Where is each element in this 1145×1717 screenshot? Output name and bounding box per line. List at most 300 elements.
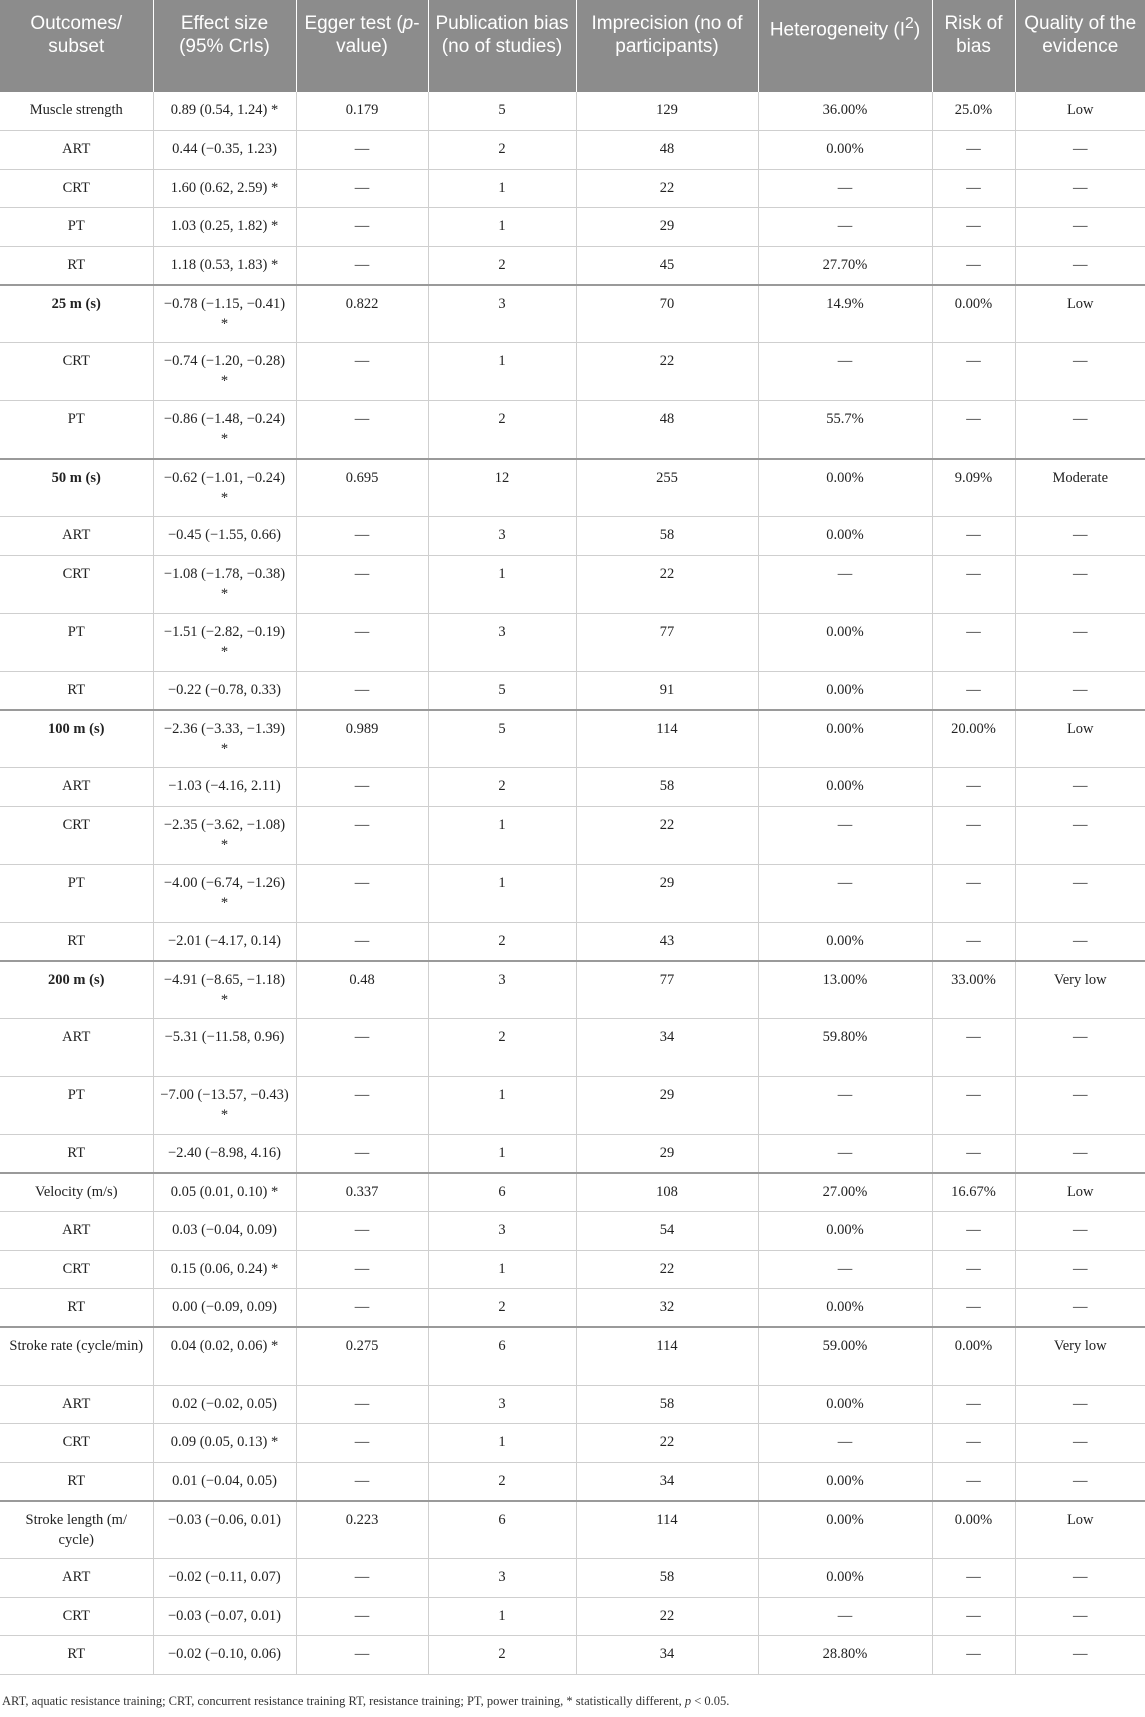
imprecision-cell: 22 bbox=[576, 343, 758, 401]
outcome-cell: RT bbox=[0, 246, 153, 285]
outcome-cell: RT bbox=[0, 1135, 153, 1174]
heterogeneity-cell: — bbox=[758, 1424, 932, 1463]
table-row bbox=[0, 1212, 1145, 1251]
egger-cell: — bbox=[296, 1559, 428, 1598]
table-row bbox=[0, 1173, 1145, 1212]
heterogeneity-cell: 0.00% bbox=[758, 671, 932, 710]
imprecision-cell: 22 bbox=[576, 555, 758, 613]
heterogeneity-cell: 28.80% bbox=[758, 1636, 932, 1675]
risk-of-bias-cell: — bbox=[932, 401, 1015, 459]
publication-bias-cell: 1 bbox=[428, 806, 576, 864]
heterogeneity-cell: 0.00% bbox=[758, 1501, 932, 1559]
publication-bias-cell: 12 bbox=[428, 459, 576, 517]
publication-bias-cell: 3 bbox=[428, 517, 576, 556]
quality-cell: — bbox=[1015, 1559, 1145, 1598]
egger-cell: — bbox=[296, 922, 428, 961]
effect-size-cell: −0.03 (−0.06, 0.01) bbox=[153, 1501, 296, 1559]
quality-cell: — bbox=[1015, 1250, 1145, 1289]
imprecision-cell: 34 bbox=[576, 1019, 758, 1077]
imprecision-cell: 22 bbox=[576, 1597, 758, 1636]
publication-bias-cell: 2 bbox=[428, 401, 576, 459]
heterogeneity-cell: 0.00% bbox=[758, 613, 932, 671]
heterogeneity-cell: 0.00% bbox=[758, 1462, 932, 1501]
quality-cell: — bbox=[1015, 1212, 1145, 1251]
table-row bbox=[0, 246, 1145, 285]
heterogeneity-cell: 0.00% bbox=[758, 922, 932, 961]
table-row bbox=[0, 1135, 1145, 1174]
egger-cell: — bbox=[296, 1462, 428, 1501]
outcome-cell: Muscle strength bbox=[0, 92, 153, 131]
header-publication-bias: Publication bias (no of studies) bbox=[428, 0, 576, 92]
quality-cell: — bbox=[1015, 517, 1145, 556]
outcome-cell: PT bbox=[0, 864, 153, 922]
risk-of-bias-cell: — bbox=[932, 922, 1015, 961]
egger-cell: 0.48 bbox=[296, 961, 428, 1019]
outcome-cell: ART bbox=[0, 1212, 153, 1251]
imprecision-cell: 58 bbox=[576, 1559, 758, 1598]
heterogeneity-cell: 0.00% bbox=[758, 768, 932, 807]
heterogeneity-cell: — bbox=[758, 343, 932, 401]
imprecision-cell: 129 bbox=[576, 92, 758, 131]
heterogeneity-cell: — bbox=[758, 208, 932, 247]
effect-size-cell: −0.45 (−1.55, 0.66) bbox=[153, 517, 296, 556]
effect-size-cell: 1.18 (0.53, 1.83) * bbox=[153, 246, 296, 285]
effect-size-cell: −1.08 (−1.78, −0.38) * bbox=[153, 555, 296, 613]
quality-cell: — bbox=[1015, 1135, 1145, 1174]
egger-cell: 0.223 bbox=[296, 1501, 428, 1559]
heterogeneity-cell: 27.00% bbox=[758, 1173, 932, 1212]
table-row bbox=[0, 208, 1145, 247]
publication-bias-cell: 2 bbox=[428, 1462, 576, 1501]
imprecision-cell: 58 bbox=[576, 1385, 758, 1424]
risk-of-bias-cell: — bbox=[932, 246, 1015, 285]
imprecision-cell: 43 bbox=[576, 922, 758, 961]
egger-cell: — bbox=[296, 1385, 428, 1424]
effect-size-cell: −0.02 (−0.11, 0.07) bbox=[153, 1559, 296, 1598]
imprecision-cell: 91 bbox=[576, 671, 758, 710]
publication-bias-cell: 1 bbox=[428, 864, 576, 922]
egger-cell: — bbox=[296, 246, 428, 285]
quality-cell: — bbox=[1015, 1019, 1145, 1077]
outcome-cell: CRT bbox=[0, 1597, 153, 1636]
table-row bbox=[0, 131, 1145, 170]
effect-size-cell: 0.44 (−0.35, 1.23) bbox=[153, 131, 296, 170]
table-row bbox=[0, 1250, 1145, 1289]
egger-cell: — bbox=[296, 1424, 428, 1463]
risk-of-bias-cell: — bbox=[932, 1462, 1015, 1501]
egger-cell: 0.989 bbox=[296, 710, 428, 768]
effect-size-cell: −2.35 (−3.62, −1.08) * bbox=[153, 806, 296, 864]
outcome-cell: CRT bbox=[0, 169, 153, 208]
egger-cell: — bbox=[296, 1597, 428, 1636]
effect-size-cell: −2.40 (−8.98, 4.16) bbox=[153, 1135, 296, 1174]
imprecision-cell: 58 bbox=[576, 768, 758, 807]
quality-cell: Very low bbox=[1015, 1327, 1145, 1385]
risk-of-bias-cell: — bbox=[932, 1135, 1015, 1174]
publication-bias-cell: 2 bbox=[428, 1289, 576, 1328]
risk-of-bias-cell: — bbox=[932, 1077, 1015, 1135]
imprecision-cell: 29 bbox=[576, 864, 758, 922]
risk-of-bias-cell: — bbox=[932, 1559, 1015, 1598]
publication-bias-cell: 6 bbox=[428, 1327, 576, 1385]
risk-of-bias-cell: 9.09% bbox=[932, 459, 1015, 517]
publication-bias-cell: 2 bbox=[428, 246, 576, 285]
effect-size-cell: −2.36 (−3.33, −1.39) * bbox=[153, 710, 296, 768]
heterogeneity-cell: — bbox=[758, 1077, 932, 1135]
outcome-cell: 200 m (s) bbox=[0, 961, 153, 1019]
effect-size-cell: 0.00 (−0.09, 0.09) bbox=[153, 1289, 296, 1328]
quality-cell: — bbox=[1015, 1636, 1145, 1675]
heterogeneity-cell: 0.00% bbox=[758, 517, 932, 556]
imprecision-cell: 45 bbox=[576, 246, 758, 285]
risk-of-bias-cell: — bbox=[932, 131, 1015, 170]
publication-bias-cell: 5 bbox=[428, 92, 576, 131]
egger-cell: 0.179 bbox=[296, 92, 428, 131]
publication-bias-cell: 2 bbox=[428, 1636, 576, 1675]
outcome-cell: CRT bbox=[0, 343, 153, 401]
quality-cell: — bbox=[1015, 1424, 1145, 1463]
heterogeneity-cell: 0.00% bbox=[758, 710, 932, 768]
risk-of-bias-cell: — bbox=[932, 343, 1015, 401]
egger-cell: — bbox=[296, 343, 428, 401]
egger-cell: — bbox=[296, 1636, 428, 1675]
egger-cell: — bbox=[296, 131, 428, 170]
table-row bbox=[0, 922, 1145, 961]
effect-size-cell: −0.22 (−0.78, 0.33) bbox=[153, 671, 296, 710]
quality-cell: — bbox=[1015, 401, 1145, 459]
risk-of-bias-cell: — bbox=[932, 517, 1015, 556]
publication-bias-cell: 1 bbox=[428, 208, 576, 247]
egger-cell: — bbox=[296, 806, 428, 864]
header-risk-of-bias: Risk of bias bbox=[932, 0, 1015, 92]
imprecision-cell: 22 bbox=[576, 806, 758, 864]
imprecision-cell: 114 bbox=[576, 1327, 758, 1385]
quality-cell: — bbox=[1015, 1385, 1145, 1424]
outcome-cell: ART bbox=[0, 517, 153, 556]
effect-size-cell: −5.31 (−11.58, 0.96) bbox=[153, 1019, 296, 1077]
effect-size-cell: 0.89 (0.54, 1.24) * bbox=[153, 92, 296, 131]
risk-of-bias-cell: — bbox=[932, 1385, 1015, 1424]
table-row bbox=[0, 961, 1145, 1019]
effect-size-cell: 1.60 (0.62, 2.59) * bbox=[153, 169, 296, 208]
egger-cell: — bbox=[296, 169, 428, 208]
imprecision-cell: 22 bbox=[576, 1424, 758, 1463]
risk-of-bias-cell: 33.00% bbox=[932, 961, 1015, 1019]
outcome-cell: Velocity (m/s) bbox=[0, 1173, 153, 1212]
quality-cell: — bbox=[1015, 806, 1145, 864]
outcome-cell: RT bbox=[0, 671, 153, 710]
risk-of-bias-cell: 16.67% bbox=[932, 1173, 1015, 1212]
effect-size-cell: −1.03 (−4.16, 2.11) bbox=[153, 768, 296, 807]
publication-bias-cell: 3 bbox=[428, 1212, 576, 1251]
table-body bbox=[0, 92, 1145, 1674]
header-heterogeneity: Heterogeneity $(I^2)$ bbox=[758, 0, 932, 92]
publication-bias-cell: 5 bbox=[428, 671, 576, 710]
risk-of-bias-cell: — bbox=[932, 208, 1015, 247]
quality-cell: — bbox=[1015, 555, 1145, 613]
heterogeneity-cell: 36.00% bbox=[758, 92, 932, 131]
publication-bias-cell: 3 bbox=[428, 961, 576, 1019]
outcome-cell: ART bbox=[0, 1019, 153, 1077]
outcome-cell: Stroke length (m/ cycle) bbox=[0, 1501, 153, 1559]
egger-cell: 0.822 bbox=[296, 285, 428, 343]
risk-of-bias-cell: — bbox=[932, 1424, 1015, 1463]
table-row bbox=[0, 1019, 1145, 1077]
outcome-cell: ART bbox=[0, 1385, 153, 1424]
quality-cell: — bbox=[1015, 768, 1145, 807]
imprecision-cell: 108 bbox=[576, 1173, 758, 1212]
egger-cell: — bbox=[296, 613, 428, 671]
quality-cell: Low bbox=[1015, 92, 1145, 131]
egger-cell: — bbox=[296, 1250, 428, 1289]
outcome-cell: PT bbox=[0, 613, 153, 671]
risk-of-bias-cell: — bbox=[932, 1019, 1015, 1077]
egger-cell: 0.275 bbox=[296, 1327, 428, 1385]
outcome-cell: 50 m (s) bbox=[0, 459, 153, 517]
effect-size-cell: 0.01 (−0.04, 0.05) bbox=[153, 1462, 296, 1501]
outcome-cell: RT bbox=[0, 922, 153, 961]
outcome-cell: Stroke rate (cycle/min) bbox=[0, 1327, 153, 1385]
outcome-cell: RT bbox=[0, 1636, 153, 1675]
heterogeneity-cell: 27.70% bbox=[758, 246, 932, 285]
table-row bbox=[0, 1501, 1145, 1559]
imprecision-cell: 32 bbox=[576, 1289, 758, 1328]
heterogeneity-cell: 0.00% bbox=[758, 131, 932, 170]
heterogeneity-cell: 59.00% bbox=[758, 1327, 932, 1385]
table-row bbox=[0, 343, 1145, 401]
header-quality: Quality of the evidence bbox=[1015, 0, 1145, 92]
publication-bias-cell: 2 bbox=[428, 768, 576, 807]
heterogeneity-cell: 14.9% bbox=[758, 285, 932, 343]
effect-size-cell: −0.78 (−1.15, −0.41) * bbox=[153, 285, 296, 343]
quality-cell: — bbox=[1015, 208, 1145, 247]
table-row bbox=[0, 92, 1145, 131]
header-egger-test: Egger test (p-value) bbox=[296, 0, 428, 92]
publication-bias-cell: 5 bbox=[428, 710, 576, 768]
table-row bbox=[0, 1559, 1145, 1598]
heterogeneity-cell: — bbox=[758, 1250, 932, 1289]
risk-of-bias-cell: — bbox=[932, 864, 1015, 922]
publication-bias-cell: 1 bbox=[428, 1077, 576, 1135]
quality-cell: — bbox=[1015, 613, 1145, 671]
effect-size-cell: 0.05 (0.01, 0.10) * bbox=[153, 1173, 296, 1212]
heterogeneity-cell: — bbox=[758, 1597, 932, 1636]
quality-cell: — bbox=[1015, 1289, 1145, 1328]
egger-cell: — bbox=[296, 1019, 428, 1077]
effect-size-cell: 1.03 (0.25, 1.82) * bbox=[153, 208, 296, 247]
effect-size-cell: −0.86 (−1.48, −0.24) * bbox=[153, 401, 296, 459]
heterogeneity-cell: 0.00% bbox=[758, 459, 932, 517]
effect-size-cell: −2.01 (−4.17, 0.14) bbox=[153, 922, 296, 961]
outcome-cell: 25 m (s) bbox=[0, 285, 153, 343]
heterogeneity-cell: — bbox=[758, 169, 932, 208]
heterogeneity-cell: 59.80% bbox=[758, 1019, 932, 1077]
risk-of-bias-cell: 25.0% bbox=[932, 92, 1015, 131]
quality-cell: — bbox=[1015, 169, 1145, 208]
outcome-cell: RT bbox=[0, 1289, 153, 1328]
effect-size-cell: 0.15 (0.06, 0.24) * bbox=[153, 1250, 296, 1289]
effect-size-cell: 0.02 (−0.02, 0.05) bbox=[153, 1385, 296, 1424]
imprecision-cell: 29 bbox=[576, 208, 758, 247]
imprecision-cell: 34 bbox=[576, 1462, 758, 1501]
table-row bbox=[0, 671, 1145, 710]
table-row bbox=[0, 613, 1145, 671]
effect-size-cell: 0.09 (0.05, 0.13) * bbox=[153, 1424, 296, 1463]
quality-cell: Moderate bbox=[1015, 459, 1145, 517]
quality-cell: Low bbox=[1015, 710, 1145, 768]
effect-size-cell: 0.03 (−0.04, 0.09) bbox=[153, 1212, 296, 1251]
table-row bbox=[0, 1462, 1145, 1501]
table-row bbox=[0, 285, 1145, 343]
heterogeneity-cell: 0.00% bbox=[758, 1212, 932, 1251]
risk-of-bias-cell: 0.00% bbox=[932, 1501, 1015, 1559]
quality-cell: — bbox=[1015, 1077, 1145, 1135]
outcome-cell: CRT bbox=[0, 806, 153, 864]
egger-cell: — bbox=[296, 401, 428, 459]
heterogeneity-cell: — bbox=[758, 806, 932, 864]
imprecision-cell: 22 bbox=[576, 1250, 758, 1289]
outcome-cell: PT bbox=[0, 1077, 153, 1135]
risk-of-bias-cell: — bbox=[932, 806, 1015, 864]
imprecision-cell: 77 bbox=[576, 613, 758, 671]
outcome-cell: ART bbox=[0, 131, 153, 170]
quality-cell: Very low bbox=[1015, 961, 1145, 1019]
heterogeneity-cell: — bbox=[758, 1135, 932, 1174]
table-row bbox=[0, 1327, 1145, 1385]
heterogeneity-cell: 0.00% bbox=[758, 1289, 932, 1328]
quality-cell: Low bbox=[1015, 1173, 1145, 1212]
risk-of-bias-cell: — bbox=[932, 671, 1015, 710]
table-row bbox=[0, 555, 1145, 613]
publication-bias-cell: 6 bbox=[428, 1501, 576, 1559]
table-row bbox=[0, 1077, 1145, 1135]
quality-cell: — bbox=[1015, 1597, 1145, 1636]
publication-bias-cell: 1 bbox=[428, 1597, 576, 1636]
publication-bias-cell: 1 bbox=[428, 169, 576, 208]
outcome-cell: ART bbox=[0, 768, 153, 807]
outcome-cell: PT bbox=[0, 208, 153, 247]
imprecision-cell: 29 bbox=[576, 1135, 758, 1174]
effect-size-cell: −0.02 (−0.10, 0.06) bbox=[153, 1636, 296, 1675]
quality-cell: Low bbox=[1015, 1501, 1145, 1559]
effect-size-cell: −0.62 (−1.01, −0.24) * bbox=[153, 459, 296, 517]
risk-of-bias-cell: — bbox=[932, 1212, 1015, 1251]
imprecision-cell: 54 bbox=[576, 1212, 758, 1251]
table-row bbox=[0, 1636, 1145, 1675]
outcome-cell: PT bbox=[0, 401, 153, 459]
risk-of-bias-cell: — bbox=[932, 768, 1015, 807]
heterogeneity-cell: — bbox=[758, 864, 932, 922]
outcome-cell: 100 m (s) bbox=[0, 710, 153, 768]
risk-of-bias-cell: — bbox=[932, 169, 1015, 208]
outcome-cell: CRT bbox=[0, 555, 153, 613]
heterogeneity-cell: — bbox=[758, 555, 932, 613]
publication-bias-cell: 3 bbox=[428, 1559, 576, 1598]
table-row bbox=[0, 1424, 1145, 1463]
table-footnote: ART, aquatic resistance training; CRT, concurrent resistance training RT, resistance training; PT, power training, * statistically different, p < 0.05. bbox=[2, 1694, 730, 1708]
imprecision-cell: 22 bbox=[576, 169, 758, 208]
risk-of-bias-cell: 20.00% bbox=[932, 710, 1015, 768]
egger-cell: — bbox=[296, 671, 428, 710]
heterogeneity-cell: 55.7% bbox=[758, 401, 932, 459]
table-row bbox=[0, 1289, 1145, 1328]
imprecision-cell: 48 bbox=[576, 401, 758, 459]
quality-cell: — bbox=[1015, 922, 1145, 961]
header-outcome: Outcomes/ subset bbox=[0, 0, 153, 92]
imprecision-cell: 77 bbox=[576, 961, 758, 1019]
table-row bbox=[0, 517, 1145, 556]
heterogeneity-cell: 0.00% bbox=[758, 1559, 932, 1598]
imprecision-cell: 34 bbox=[576, 1636, 758, 1675]
imprecision-cell: 255 bbox=[576, 459, 758, 517]
publication-bias-cell: 1 bbox=[428, 1250, 576, 1289]
egger-cell: — bbox=[296, 1289, 428, 1328]
publication-bias-cell: 2 bbox=[428, 922, 576, 961]
table-row bbox=[0, 169, 1145, 208]
egger-cell: 0.695 bbox=[296, 459, 428, 517]
imprecision-cell: 29 bbox=[576, 1077, 758, 1135]
table-row bbox=[0, 768, 1145, 807]
risk-of-bias-cell: — bbox=[932, 1289, 1015, 1328]
header-row bbox=[0, 0, 1145, 92]
egger-cell: — bbox=[296, 1077, 428, 1135]
imprecision-cell: 70 bbox=[576, 285, 758, 343]
table-row bbox=[0, 1385, 1145, 1424]
risk-of-bias-cell: 0.00% bbox=[932, 285, 1015, 343]
table-row bbox=[0, 710, 1145, 768]
table-row bbox=[0, 401, 1145, 459]
publication-bias-cell: 2 bbox=[428, 1019, 576, 1077]
publication-bias-cell: 1 bbox=[428, 343, 576, 401]
risk-of-bias-cell: — bbox=[932, 1250, 1015, 1289]
outcome-cell: CRT bbox=[0, 1424, 153, 1463]
publication-bias-cell: 1 bbox=[428, 555, 576, 613]
table-row bbox=[0, 806, 1145, 864]
table-row bbox=[0, 459, 1145, 517]
risk-of-bias-cell: — bbox=[932, 1597, 1015, 1636]
publication-bias-cell: 6 bbox=[428, 1173, 576, 1212]
quality-cell: Low bbox=[1015, 285, 1145, 343]
effect-size-cell: −7.00 (−13.57, −0.43) * bbox=[153, 1077, 296, 1135]
publication-bias-cell: 3 bbox=[428, 285, 576, 343]
outcome-cell: ART bbox=[0, 1559, 153, 1598]
effect-size-cell: −0.03 (−0.07, 0.01) bbox=[153, 1597, 296, 1636]
imprecision-cell: 58 bbox=[576, 517, 758, 556]
outcome-cell: CRT bbox=[0, 1250, 153, 1289]
egger-cell: 0.337 bbox=[296, 1173, 428, 1212]
egger-cell: — bbox=[296, 1135, 428, 1174]
egger-cell: — bbox=[296, 517, 428, 556]
quality-cell: — bbox=[1015, 1462, 1145, 1501]
effect-size-cell: 0.04 (0.02, 0.06) * bbox=[153, 1327, 296, 1385]
quality-cell: — bbox=[1015, 246, 1145, 285]
effect-size-cell: −4.91 (−8.65, −1.18) * bbox=[153, 961, 296, 1019]
risk-of-bias-cell: — bbox=[932, 613, 1015, 671]
header-effect-size: Effect size (95% CrIs) bbox=[153, 0, 296, 92]
imprecision-cell: 114 bbox=[576, 710, 758, 768]
quality-cell: — bbox=[1015, 864, 1145, 922]
effect-size-cell: −0.74 (−1.20, −0.28) * bbox=[153, 343, 296, 401]
imprecision-cell: 114 bbox=[576, 1501, 758, 1559]
header-imprecision: Imprecision (no of participants) bbox=[576, 0, 758, 92]
egger-cell: — bbox=[296, 208, 428, 247]
publication-bias-cell: 3 bbox=[428, 613, 576, 671]
quality-cell: — bbox=[1015, 343, 1145, 401]
quality-cell: — bbox=[1015, 671, 1145, 710]
egger-cell: — bbox=[296, 1212, 428, 1251]
quality-cell: — bbox=[1015, 131, 1145, 170]
risk-of-bias-cell: 0.00% bbox=[932, 1327, 1015, 1385]
